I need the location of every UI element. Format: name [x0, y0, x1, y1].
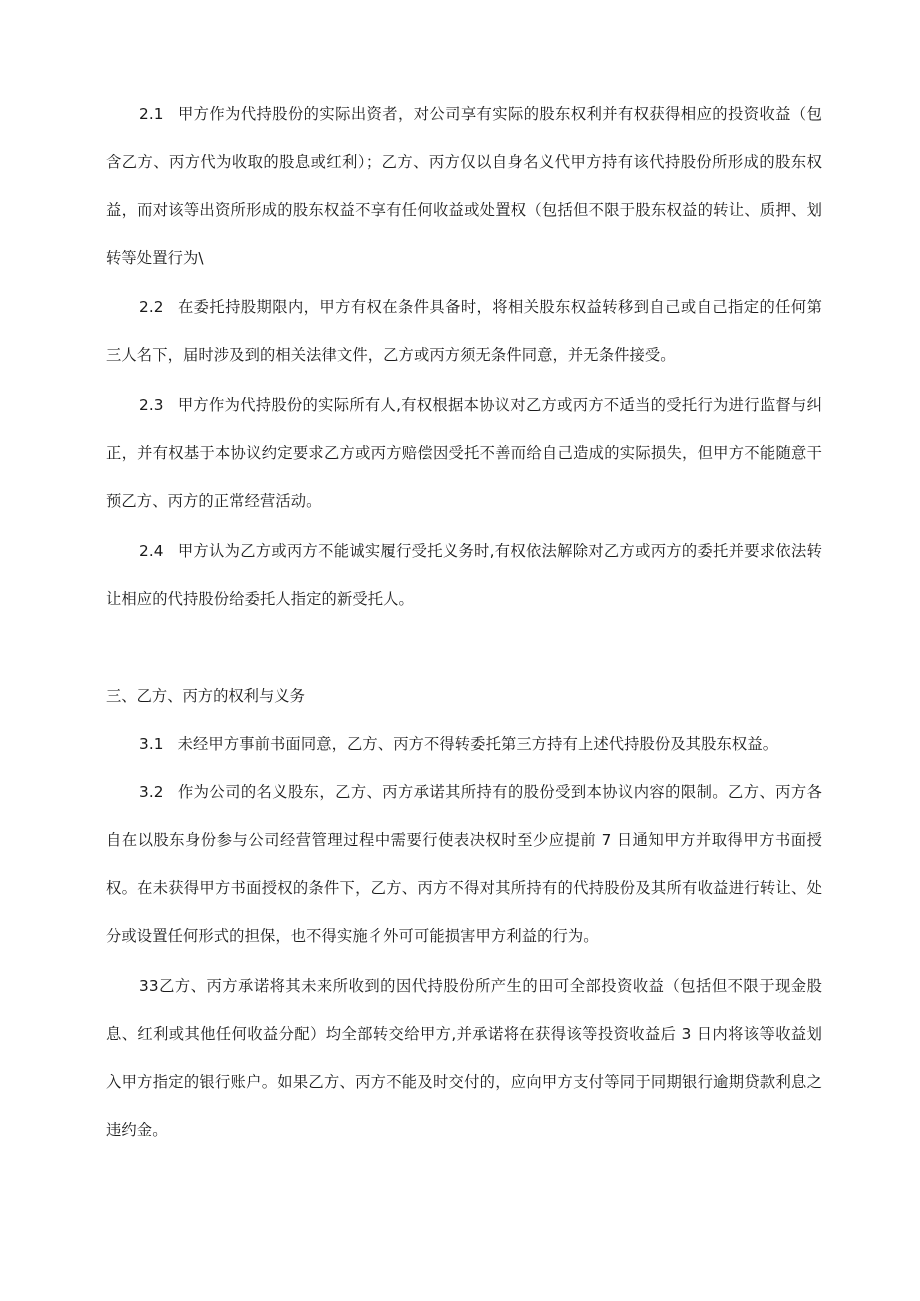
clause-text: 甲方作为代持股份的实际所有人,有权根据本协议对乙方或丙方不适当的受托行为进行监督与纠正，并有权基于本协议约定要求乙方或丙方赔偿因受托不善而给自己造成的实际损失，但甲方不能随意干预乙方、丙方的正常经营活动。 — [106, 396, 822, 510]
clause-text: 甲方认为乙方或丙方不能诚实履行受托义务时,有权依法解除对乙方或丙方的委托并要求依法转让相应的代持股份给委托人指定的新受托人。 — [106, 542, 822, 608]
clause-3-3 — [106, 962, 822, 1154]
section-3-heading: 三、乙方、丙方的权利与义务 — [106, 687, 305, 705]
clause-text: 在委托持股期限内，甲方有权在条件具备时，将相关股东权益转移到自己或自己指定的任何第三人名下，届时涉及到的相关法律文件，乙方或丙方须无条件同意，并无条件接受。 — [106, 298, 822, 364]
clause-text: 乙方、丙方承诺将其未来所收到的因代持股份所产生的田可全部投资收益（包括但不限于现金股息、红利或其他任何收益分配）均全部转交给甲方,并承诺将在获得该等投资收益后 3 日内将该等收益划入甲方指定的银行账户。如果乙方、丙方不能及时交付的，应向甲方支付等同于同期银行逾期贷款利息之违约金。 — [106, 977, 822, 1139]
clause-2-3 — [106, 381, 822, 525]
clause-text: 作为公司的名义股东，乙方、丙方承诺其所持有的股份受到本协议内容的限制。乙方、丙方各自在以股东身份参与公司经营管理过程中需要行使表决权时至少应提前 7 日通知甲方并取得甲方书面授权。在未获得甲方书面授权的条件下，乙方、丙方不得对其所持有的代持股份及其所有收益进行转让、处分或设置任何形式的担保，也不得实施彳外可可能损害甲方利益的行为。 — [106, 783, 822, 945]
clause-2-4 — [106, 527, 822, 623]
clause-number: 2.3 — [139, 396, 164, 414]
clause-number: 2.1 — [139, 105, 164, 123]
clause-number: 2.4 — [139, 542, 164, 560]
clause-text: 未经甲方事前书面同意，乙方、丙方不得转委托第三方持有上述代持股份及其股东权益。 — [177, 735, 779, 753]
clause-2-1 — [106, 90, 822, 282]
clause-number: 3.1 — [139, 735, 164, 753]
clause-number: 3.2 — [139, 783, 164, 801]
clause-3-2 — [106, 768, 822, 960]
clause-number: 2.2 — [139, 298, 164, 316]
clause-number: 33 — [139, 977, 159, 995]
clause-3-1 — [106, 720, 822, 768]
clause-text: 甲方作为代持股份的实际出资者，对公司享有实际的股东权利并有权获得相应的投资收益（包含乙方、丙方代为收取的股息或红利）；乙方、丙方仅以自身名义代甲方持有该代持股份所形成的股东权益，而对该等出资所形成的股东权益不享有任何收益或处置权（包括但不限于股东权益的转让、质押、划转等处置行为\ — [106, 105, 822, 267]
clause-2-2 — [106, 283, 822, 379]
